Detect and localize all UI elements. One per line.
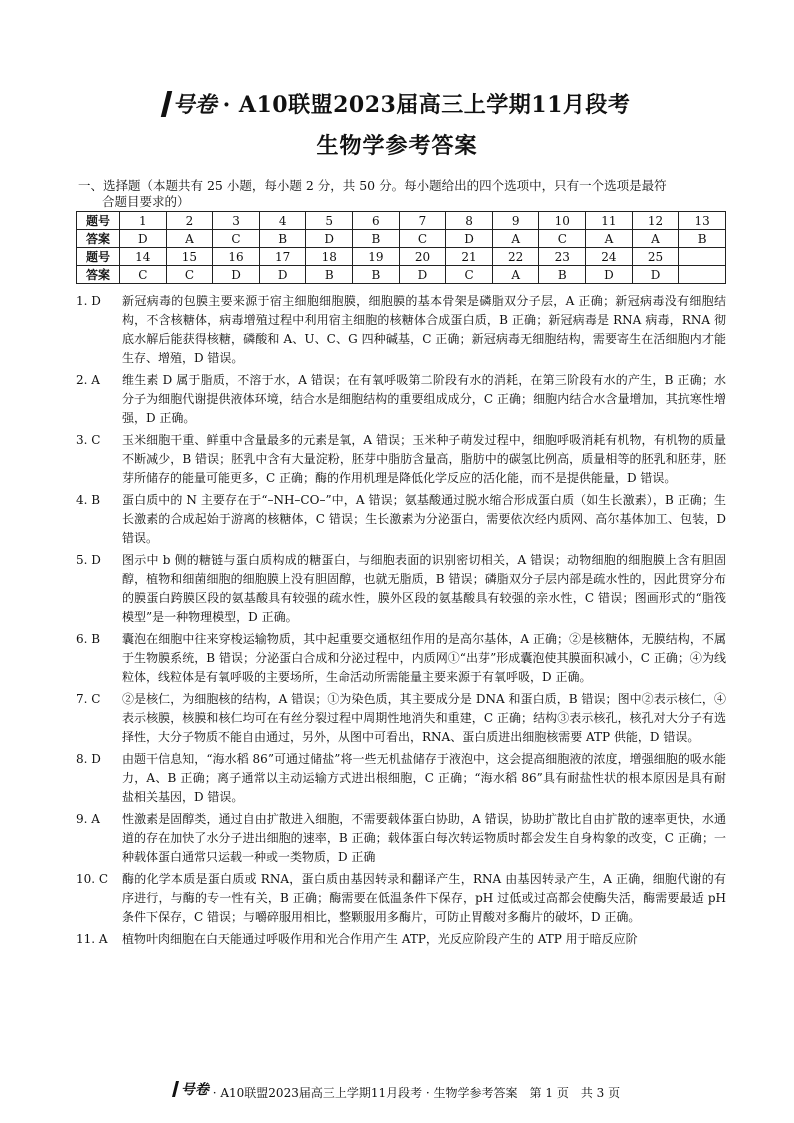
question-number-cell: 14 — [120, 248, 167, 266]
explanation-item — [76, 810, 726, 867]
logo-text: 号卷 — [172, 92, 217, 118]
explanation-item — [76, 930, 726, 949]
logo-bar-icon — [160, 91, 171, 117]
answer-cell: B — [679, 230, 726, 248]
footer-logo — [174, 1079, 209, 1099]
explanation-item — [76, 491, 726, 548]
brand-logo — [164, 88, 217, 119]
item-number: 7. C — [76, 692, 101, 706]
question-number-cell: 2 — [166, 212, 213, 230]
question-number-cell: 4 — [259, 212, 306, 230]
answer-cell: B — [306, 266, 353, 284]
question-number-cell: 7 — [399, 212, 446, 230]
item-number: 9. A — [76, 812, 100, 826]
item-text: 性激素是固醇类，通过自由扩散进入细胞，不需要载体蛋白协助，A 错误，协助扩散比自由扩散的速率更快，水通道的存在加快了水分子进出细胞的速率，B 正确；载体蛋白每次转运物质时都会发生自身构象的改变，C 正确；一种载体蛋白通常只运载一种或一类物质，D 正确 — [122, 812, 726, 864]
question-number-cell — [679, 248, 726, 266]
question-number-cell: 13 — [679, 212, 726, 230]
question-number-cell: 17 — [259, 248, 306, 266]
explanation-item — [76, 690, 726, 747]
question-number-cell: 21 — [446, 248, 493, 266]
item-number: 6. B — [76, 632, 101, 646]
footer-text: · A10联盟2023届高三上学期11月段考 · 生物学参考答案 第 1 页 共 3 页 — [212, 1086, 621, 1100]
answer-table-answer-row — [77, 266, 726, 284]
question-number-cell: 15 — [166, 248, 213, 266]
item-number: 11. A — [76, 932, 108, 946]
answer-cell: A — [492, 230, 539, 248]
explanation-item — [76, 292, 726, 368]
answer-cell: D — [120, 230, 167, 248]
item-number: 1. D — [76, 294, 101, 308]
explanation-item — [76, 371, 726, 428]
question-number-cell: 10 — [539, 212, 586, 230]
question-number-cell: 8 — [446, 212, 493, 230]
answer-cell: B — [353, 230, 400, 248]
footer-logo-bar-icon — [172, 1081, 179, 1097]
question-number-cell: 22 — [492, 248, 539, 266]
answer-table-number-row — [77, 212, 726, 230]
item-text: ②是核仁，为细胞核的结构，A 错误；①为染色质，其主要成分是 DNA 和蛋白质，B 错误；图中②表示核仁，④表示核膜，核膜和核仁均可在有丝分裂过程中周期性地消失和重建，C 正确；结构③表示核孔，核孔对大分子有选择性，大分子物质不能自由通过，另外，从图中可看出，RNA、蛋白质进出细胞核需要 ATP 供能，D 错误。 — [122, 692, 726, 744]
section-heading-line-2: 合题目要求的） — [102, 194, 190, 209]
row-label: 题号 — [77, 212, 120, 230]
row-label: 答案 — [77, 266, 120, 284]
question-number-cell: 20 — [399, 248, 446, 266]
page-footer — [0, 1079, 794, 1101]
row-label: 答案 — [77, 230, 120, 248]
answer-cell: D — [446, 230, 493, 248]
item-number: 2. A — [76, 373, 100, 387]
answer-cell: C — [399, 230, 446, 248]
item-number: 3. C — [76, 433, 101, 447]
footer-logo-text: 号卷 — [180, 1082, 209, 1098]
answer-cell: C — [120, 266, 167, 284]
answer-table-number-row — [77, 248, 726, 266]
answer-cell: C — [166, 266, 213, 284]
explanation-item — [76, 431, 726, 488]
row-label: 题号 — [77, 248, 120, 266]
item-text: 玉米细胞干重、鲜重中含量最多的元素是氧，A 错误；玉米种子萌发过程中，细胞呼吸消耗有机物，有机物的质量不断减少，B 错误；胚乳中含有大量淀粉，胚芽中脂肪含量高，脂肪中的碳氢比例高，质量相等的胚乳和胚芽，胚芽所储存的能量可能更多，C 正确；酶的作用机理是降低化学反应的活化能，而不是提供能量，D 错误。 — [122, 433, 726, 485]
answer-cell: A — [632, 230, 679, 248]
question-number-cell: 23 — [539, 248, 586, 266]
answer-cell: C — [446, 266, 493, 284]
answer-cell: A — [166, 230, 213, 248]
explanation-item — [76, 750, 726, 807]
answer-cell: B — [353, 266, 400, 284]
question-number-cell: 18 — [306, 248, 353, 266]
item-text: 植物叶肉细胞在白天能通过呼吸作用和光合作用产生 ATP，光反应阶段产生的 ATP 用于暗反应阶 — [122, 932, 638, 946]
answer-table — [76, 211, 726, 284]
answer-cell: D — [399, 266, 446, 284]
title-line — [164, 88, 631, 119]
section-heading — [78, 178, 728, 210]
question-number-cell: 16 — [213, 248, 260, 266]
explanation-item — [76, 551, 726, 627]
item-text: 蛋白质中的 N 主要存在于“–NH–CO–”中，A 错误；氨基酸通过脱水缩合形成蛋白质（如生长激素），B 正确；生长激素的合成起始于游离的核糖体，C 错误；生长激素为分泌蛋白，需要依次经内质网、高尔基体加工、包装，D 错误。 — [122, 493, 726, 545]
explanation-list — [76, 292, 726, 952]
item-text: 囊泡在细胞中往来穿梭运输物质，其中起重要交通枢纽作用的是高尔基体，A 正确；②是核糖体，无膜结构，不属于生物膜系统，B 错误；分泌蛋白合成和分泌过程中，内质网①“出芽”形成囊泡使其膜面积减小，C 正确；④为线粒体，线粒体是有氧呼吸的主要场所，生命活动所需能量主要来源于有氧呼吸，D 正确。 — [122, 632, 726, 684]
question-number-cell: 5 — [306, 212, 353, 230]
answer-cell: D — [632, 266, 679, 284]
explanation-item — [76, 870, 726, 927]
answer-cell: D — [306, 230, 353, 248]
question-number-cell: 11 — [586, 212, 633, 230]
item-number: 4. B — [76, 493, 101, 507]
answer-table-answer-row — [77, 230, 726, 248]
question-number-cell: 24 — [586, 248, 633, 266]
question-number-cell: 3 — [213, 212, 260, 230]
answer-cell: B — [539, 266, 586, 284]
answer-cell: D — [213, 266, 260, 284]
document-header — [0, 88, 794, 160]
answer-cell: C — [539, 230, 586, 248]
explanation-item — [76, 630, 726, 687]
answer-cell — [679, 266, 726, 284]
item-number: 5. D — [76, 553, 101, 567]
item-text: 新冠病毒的包膜主要来源于宿主细胞细胞膜，细胞膜的基本骨架是磷脂双分子层，A 正确；新冠病毒没有细胞结构，不含核糖体，病毒增殖过程中利用宿主细胞的核糖体合成蛋白质，B 正确；新冠病毒是 RNA 病毒，RNA 彻底水解后能获得核糖，磷酸和 A、U、C、G 四种碱基，C 正确；新冠病毒无细胞结构，需要寄生在活细胞内才能生存、增殖，D 错误。 — [122, 294, 726, 365]
question-number-cell: 6 — [353, 212, 400, 230]
question-number-cell: 9 — [492, 212, 539, 230]
question-number-cell: 12 — [632, 212, 679, 230]
item-text: 酶的化学本质是蛋白质或 RNA，蛋白质由基因转录和翻译产生，RNA 由基因转录产生，A 正确，细胞代谢的有序进行，与酶的专一性有关，B 正确；酶需要在低温条件下保存，pH 过低或过高都会使酶失活，酶需要最适 pH 条件下保存，C 错误；与嚼碎服用相比，整颗服用多酶片，可防止胃酸对多酶片的破坏，D 正确。 — [122, 872, 726, 924]
question-number-cell: 19 — [353, 248, 400, 266]
item-text: 由题干信息知，“海水稻 86”可通过储盐”将一些无机盐储存于液泡中，这会提高细胞液的浓度，增强细胞的吸水能力，A、B 正确；离子通常以主动运输方式进出根细胞，C 正确；“海水稻 86”具有耐盐性状的根本原因是具有耐盐相关基因，D 错误。 — [122, 752, 726, 804]
item-text: 图示中 b 侧的糖链与蛋白质构成的糖蛋白，与细胞表面的识别密切相关，A 错误；动物细胞的细胞膜上含有胆固醇，植物和细菌细胞的细胞膜上没有胆固醇，也就无脂质，B 错误；磷脂双分子层内部是疏水性的，因此贯穿分布的膜蛋白跨膜区段的氨基酸具有较强的疏水性，膜外区段的氨基酸具有较强的亲水性，C 错误；图画形式的“脂筏模型”是一种物理模型，D 正确。 — [122, 553, 726, 624]
answer-cell: C — [213, 230, 260, 248]
question-number-cell: 1 — [120, 212, 167, 230]
document-subtitle: 生物学参考答案 — [316, 132, 478, 159]
answer-cell: D — [586, 266, 633, 284]
document-title: · A10联盟2023届高三上学期11月段考 — [222, 92, 631, 118]
answer-cell: A — [492, 266, 539, 284]
item-number: 10. C — [76, 872, 109, 886]
item-text: 维生素 D 属于脂质，不溶于水，A 错误；在有氧呼吸第二阶段有水的消耗，在第三阶段有水的产生，B 正确；水分子为细胞代谢提供液体环境，结合水是细胞结构的重要组成成分，C 正确；细胞内结合水含量增加，其抗寒性增强，D 正确。 — [122, 373, 726, 425]
answer-cell: A — [586, 230, 633, 248]
item-number: 8. D — [76, 752, 101, 766]
answer-cell: D — [259, 266, 306, 284]
section-heading-line-1: 一、选择题（本题共有 25 小题，每小题 2 分，共 50 分。每小题给出的四个选项中，只有一个选项是最符 — [78, 178, 667, 193]
answer-cell: B — [259, 230, 306, 248]
question-number-cell: 25 — [632, 248, 679, 266]
